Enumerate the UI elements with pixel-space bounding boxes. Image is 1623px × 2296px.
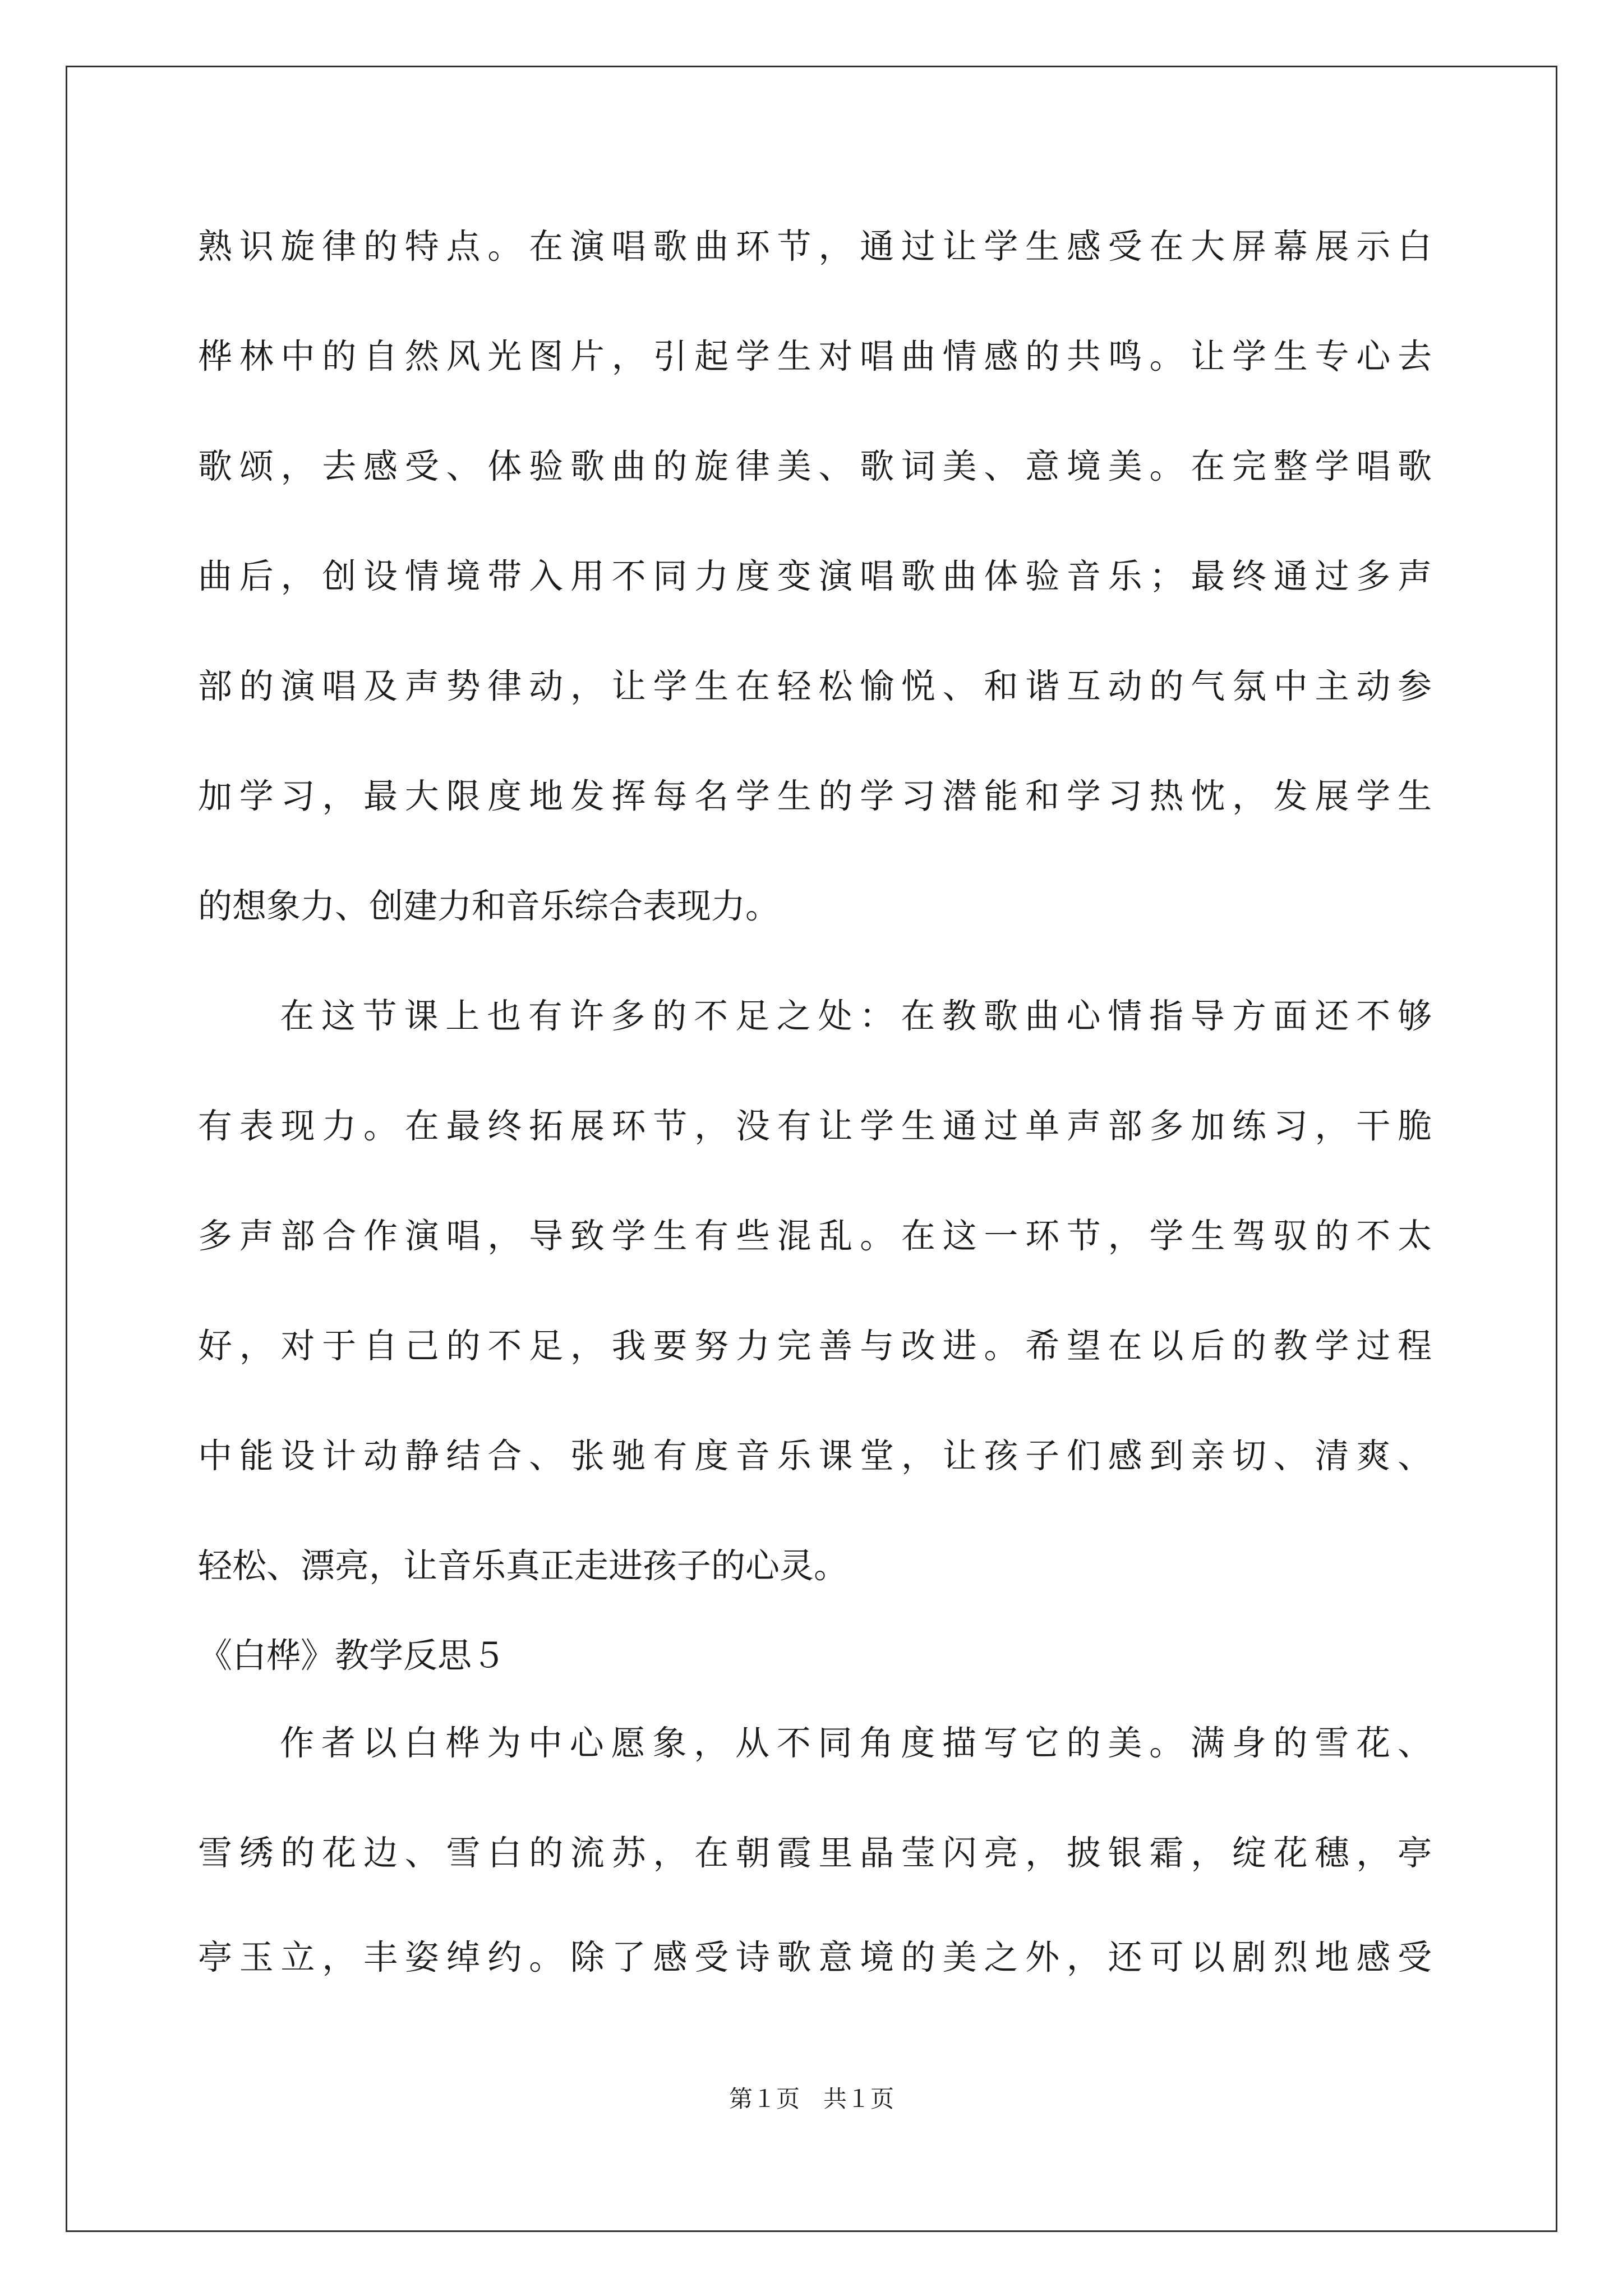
paragraph-2-line-6: 轻松、漂亮，让音乐真正走进孩子的心灵。 — [198, 1546, 849, 1586]
paragraph-1-line-7: 的想象力、创建力和音乐综合表现力。 — [198, 886, 780, 926]
paragraph-1-line-5: 部的演唱及声势律动，让学生在轻松愉悦、和谐互动的气氛中主动参 — [198, 666, 1432, 706]
paragraph-1-line-1: 熟识旋律的特点。在演唱歌曲环节，通过让学生感受在大屏幕展示白 — [198, 227, 1432, 266]
section-heading: 《白桦》教学反思５ — [198, 1636, 506, 1676]
page-number-footer: 第１页 共１页 — [728, 2085, 894, 2113]
paragraph-3-line-1: 作者以白桦为中心愿象，从不同角度描写它的美。满身的雪花、 — [280, 1723, 1432, 1763]
paragraph-1-line-4: 曲后，创设情境带入用不同力度变演唱歌曲体验音乐；最终通过多声 — [198, 556, 1432, 596]
paragraph-2-line-5: 中能设计动静结合、张驰有度音乐课堂，让孩子们感到亲切、清爽、 — [198, 1436, 1432, 1476]
paragraph-2-line-4: 好，对于自己的不足，我要努力完善与改进。希望在以后的教学过程 — [198, 1326, 1432, 1366]
paragraph-2-line-3: 多声部合作演唱，导致学生有些混乱。在这一环节，学生驾驭的不太 — [198, 1216, 1432, 1256]
paragraph-3-line-3: 亭玉立，丰姿绰约。除了感受诗歌意境的美之外，还可以剧烈地感受 — [198, 1938, 1432, 1977]
paragraph-1-line-6: 加学习，最大限度地发挥每名学生的学习潜能和学习热忱，发展学生 — [198, 776, 1432, 816]
paragraph-2-line-1: 在这节课上也有许多的不足之处：在教歌曲心情指导方面还不够 — [280, 996, 1432, 1036]
paragraph-1-line-2: 桦林中的自然风光图片，引起学生对唱曲情感的共鸣。让学生专心去 — [198, 337, 1432, 376]
paragraph-3-line-2: 雪绣的花边、雪白的流苏，在朝霞里晶莹闪亮，披银霜，绽花穗，亭 — [198, 1833, 1432, 1873]
paragraph-2-line-2: 有表现力。在最终拓展环节，没有让学生通过单声部多加练习，干脆 — [198, 1106, 1432, 1146]
paragraph-1-line-3: 歌颂，去感受、体验歌曲的旋律美、歌词美、意境美。在完整学唱歌 — [198, 447, 1432, 486]
